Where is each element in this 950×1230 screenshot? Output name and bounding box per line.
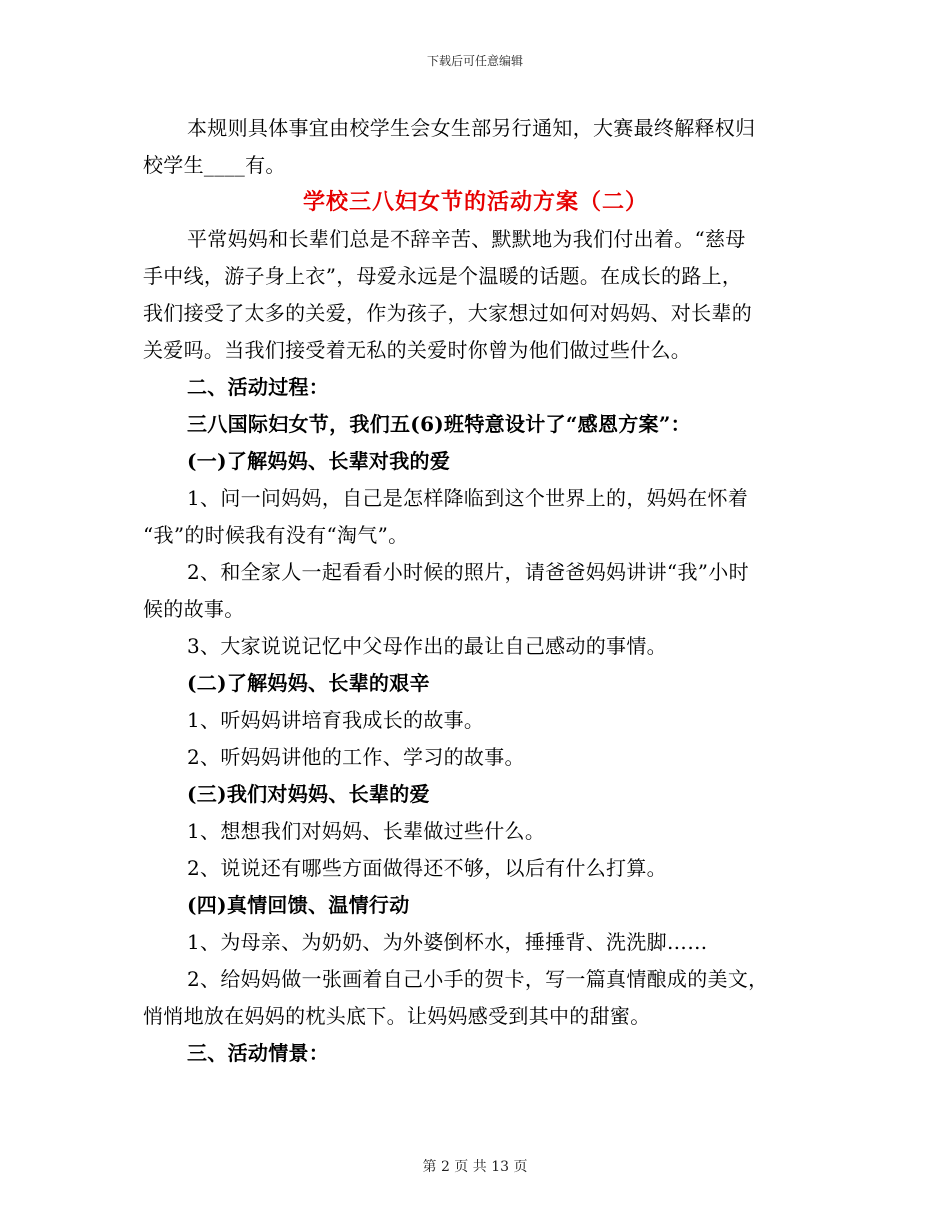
sub2-heading: (二)了解妈妈、长辈的艰辛 [187, 671, 430, 695]
sub4-item1: 1、为母亲、为奶奶、为外婆倒杯水，捶捶背、洗洗脚…… [187, 930, 708, 954]
para1-line-2: 手中线，游子身上衣”，母爱永远是个温暖的话题。在成长的路上， [143, 264, 743, 288]
document-title: 学校三八妇女节的活动方案（二） [302, 189, 648, 215]
sub4-item2-line-2: 悄悄地放在妈妈的枕头底下。让妈妈感受到其中的甜蜜。 [143, 1004, 651, 1028]
sub3-item2: 2、说说还有哪些方面做得还不够，以后有什么打算。 [187, 856, 667, 880]
sub3-item1: 1、想想我们对妈妈、长辈做过些什么。 [187, 819, 546, 843]
page-header-note: 下载后可任意编辑 [426, 54, 523, 68]
sub1-item3: 3、大家说说记忆中父母作出的最让自己感动的事情。 [187, 634, 667, 658]
para1-line-3: 我们接受了太多的关爱，作为孩子，大家想过如何对妈妈、对长辈的 [143, 301, 752, 325]
intro-line-1: 本规则具体事宜由校学生会女生部另行通知，大赛最终解释权归 [187, 116, 756, 140]
page-number-footer: 第 2 页 共 13 页 [422, 1159, 528, 1175]
sub2-item1: 1、听妈妈讲培育我成长的故事。 [187, 708, 485, 732]
sub1-item2-line-2: 候的故事。 [143, 597, 245, 621]
sub4-heading: (四)真情回馈、温情行动 [187, 893, 410, 917]
sub1-heading: (一)了解妈妈、长辈对我的爱 [187, 449, 451, 473]
sub1-item1-line-2: “我”的时候我有没有“淘气”。 [143, 523, 409, 547]
sub2-item2: 2、听妈妈讲他的工作、学习的故事。 [187, 745, 525, 769]
section2-heading: 二、活动过程： [187, 375, 330, 399]
section2-intro: 三八国际妇女节，我们五(6)班特意设计了“感恩方案”： [187, 412, 691, 436]
sub1-item2-line-1: 2、和全家人一起看看小时候的照片，请爸爸妈妈讲讲“我”小时 [187, 560, 749, 584]
intro-line-2: 校学生____有。 [143, 153, 286, 177]
para1-line-1: 平常妈妈和长辈们总是不辞辛苦、默默地为我们付出着。“慈母 [187, 227, 746, 251]
sub1-item1-line-1: 1、问一问妈妈，自己是怎样降临到这个世界上的，妈妈在怀着 [187, 486, 749, 510]
section3-heading: 三、活动情景： [187, 1041, 330, 1065]
sub3-heading: (三)我们对妈妈、长辈的爱 [187, 782, 430, 806]
sub4-item2-line-1: 2、给妈妈做一张画着自己小手的贺卡，写一篇真情酿成的美文， [187, 967, 769, 991]
para1-line-4: 关爱吗。当我们接受着无私的关爱时你曾为他们做过些什么。 [143, 338, 692, 362]
document-body [143, 110, 808, 1072]
